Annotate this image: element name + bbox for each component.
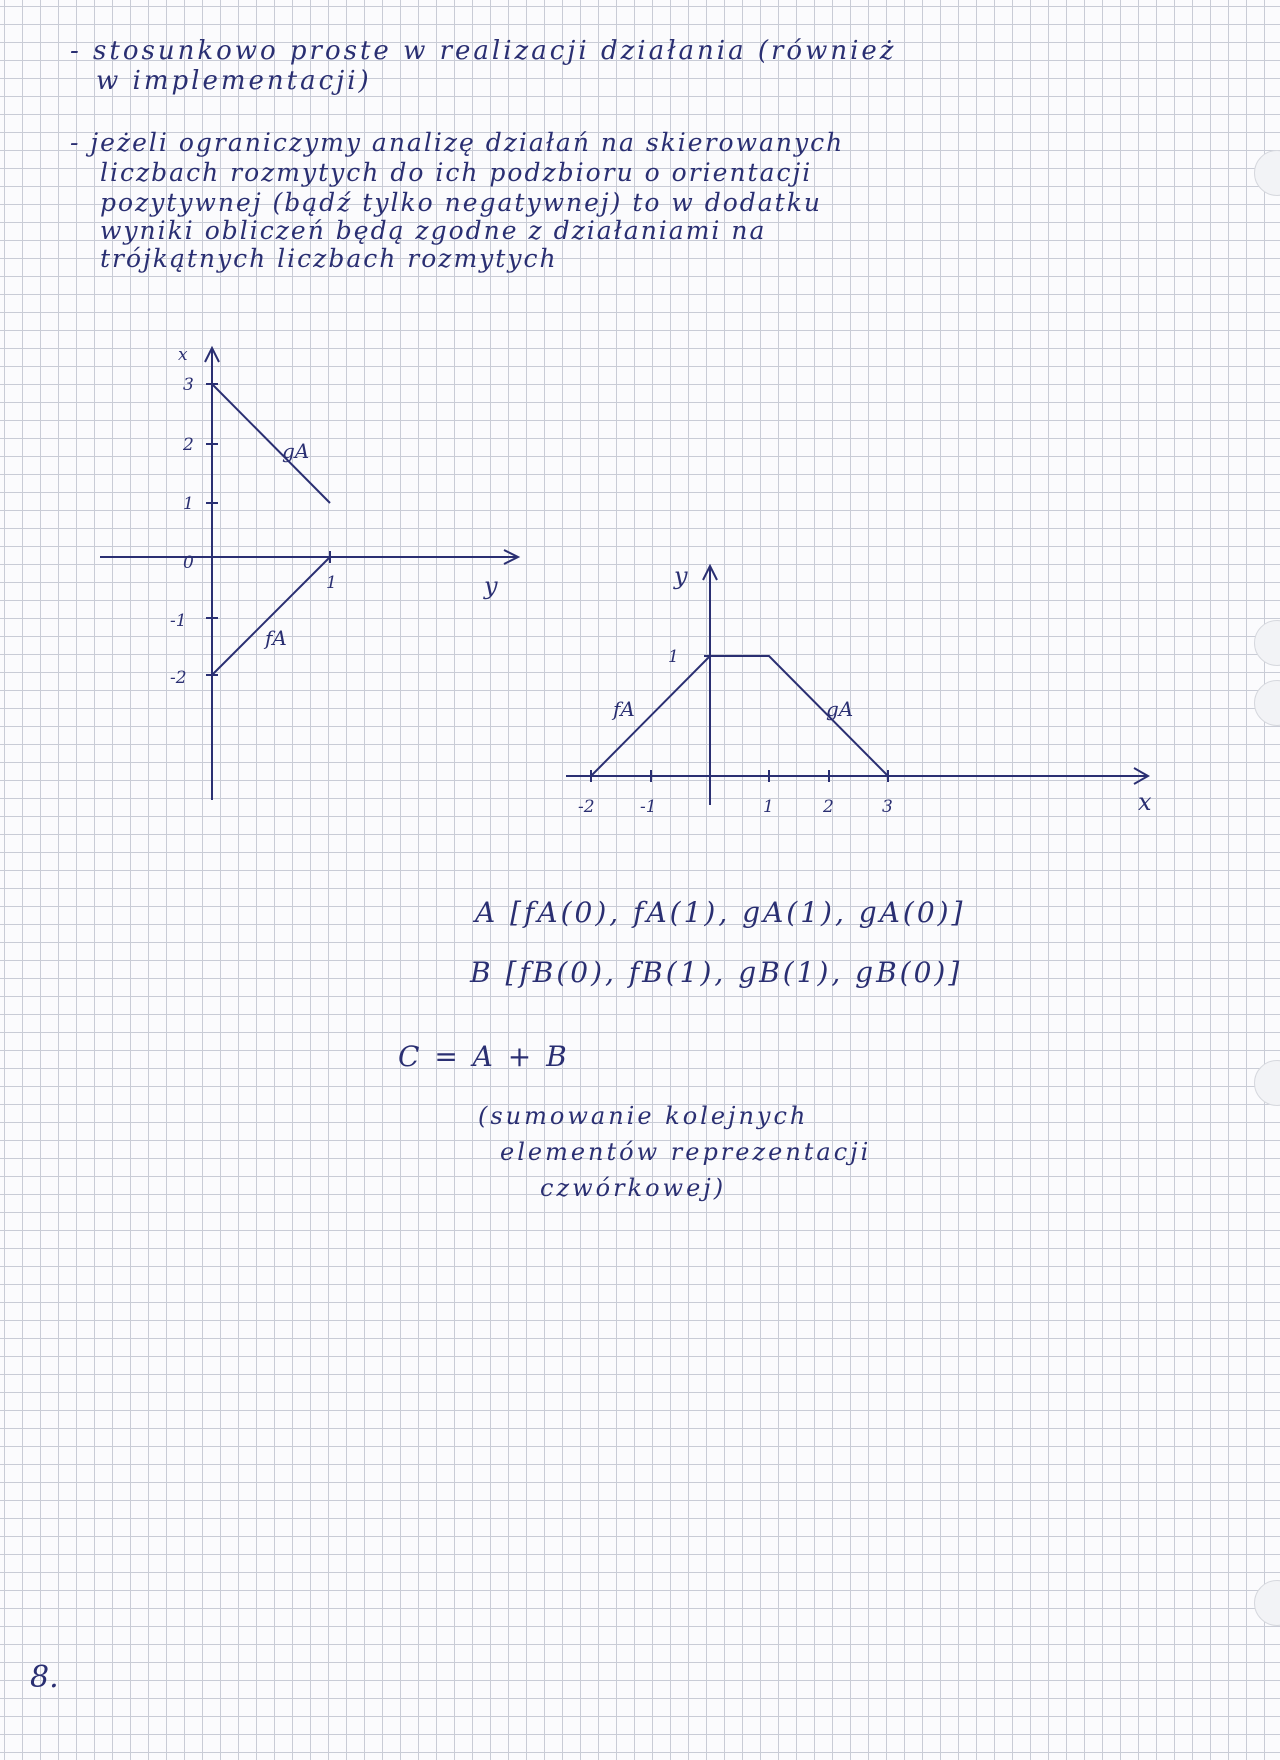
left-htick-label-1: 1 bbox=[326, 573, 337, 593]
left-vtick-label-3: 3 bbox=[183, 375, 194, 395]
right-f-label: fA bbox=[613, 697, 635, 721]
note-line3: czwórkowej) bbox=[540, 1174, 727, 1202]
right-htick-label-1: 1 bbox=[763, 797, 774, 817]
left-f-label: fA bbox=[265, 626, 287, 650]
bullet2-line4: wyniki obliczeń będą zgodne z działaniami na bbox=[100, 216, 767, 245]
formula-a: A [fA(0), fA(1), gA(1), gA(0)] bbox=[475, 896, 966, 929]
left-vtick-label-m2: -2 bbox=[170, 668, 187, 688]
right-htick-label-m2: -2 bbox=[578, 797, 595, 817]
left-vtick-label-1: 1 bbox=[183, 494, 194, 514]
right-htick-label-3: 3 bbox=[882, 797, 893, 817]
right-horizontal-axis-label: x bbox=[1138, 788, 1152, 816]
formula-b: B [fB(0), fB(1), gB(1), gB(0)] bbox=[470, 956, 963, 989]
right-g-label: gA bbox=[826, 697, 854, 721]
formula-c: C = A + B bbox=[398, 1040, 570, 1073]
left-g-label: gA bbox=[282, 439, 310, 463]
right-htick-label-m1: -1 bbox=[640, 797, 657, 817]
right-graph bbox=[566, 562, 1152, 817]
page-number: 8. bbox=[30, 1660, 59, 1695]
left-graph bbox=[100, 345, 518, 800]
right-vtick-label-1: 1 bbox=[668, 647, 679, 667]
bullet1-line1: - stosunkowo proste w realizacji działania (również bbox=[70, 36, 897, 66]
right-vertical-axis-label: y bbox=[674, 562, 688, 590]
left-vtick-label-2: 2 bbox=[183, 435, 194, 455]
bullet2-line5: trójkątnych liczbach rozmytych bbox=[100, 244, 558, 273]
left-g-line bbox=[212, 384, 330, 503]
note-line1: (sumowanie kolejnych bbox=[478, 1102, 809, 1130]
bullet2-line3: pozytywnej (bądź tylko negatywnej) to w dodatku bbox=[100, 188, 822, 217]
bullet2-line1: - jeżeli ograniczymy analizę działań na skierowanych bbox=[70, 128, 845, 157]
left-horizontal-axis-label: y bbox=[484, 572, 498, 600]
left-f-line bbox=[212, 557, 330, 675]
bullet1-line2: w implementacji) bbox=[96, 66, 372, 96]
note-line2: elementów reprezentacji bbox=[500, 1138, 872, 1166]
bullet2-line2: liczbach rozmytych do ich podzbioru o orientacji bbox=[100, 158, 813, 187]
left-vtick-label-0: 0 bbox=[183, 553, 194, 573]
left-vertical-axis-label: x bbox=[178, 345, 188, 365]
left-vtick-label-m1: -1 bbox=[170, 611, 187, 631]
right-htick-label-2: 2 bbox=[823, 797, 834, 817]
